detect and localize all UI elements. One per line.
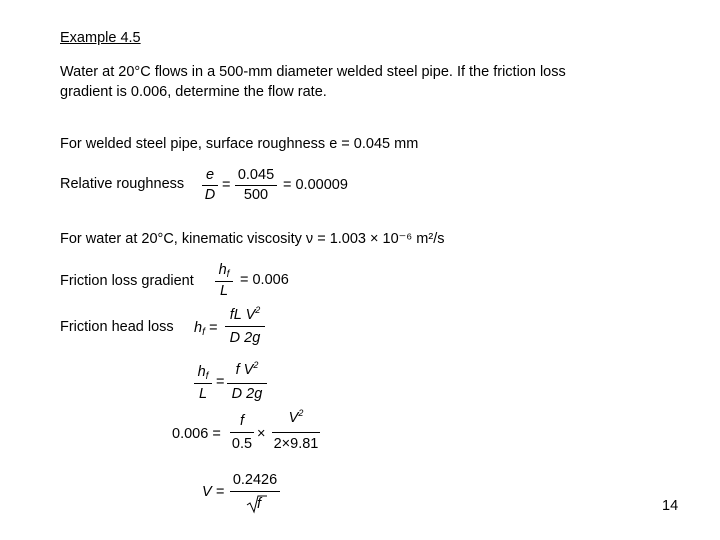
grad-result: = 0.006	[240, 272, 289, 288]
hl-den: D 2g	[229, 330, 261, 346]
eq5-den: f	[257, 496, 262, 512]
eq3-num-r: f $V^2$	[235, 360, 259, 378]
eq3-bar-l	[194, 383, 212, 384]
example-title: Example 4.5	[60, 30, 141, 46]
eq4-num-a: f	[239, 413, 245, 429]
rel-bar-1	[202, 185, 218, 186]
eq4-lhs: 0.006 =	[172, 426, 221, 442]
eq3-den-r: D 2g	[231, 386, 263, 402]
eq4-times: ×	[257, 426, 266, 442]
rel-den-mid: 500	[243, 187, 269, 203]
friction-gradient-label: Friction loss gradient	[60, 273, 194, 289]
grad-num: $h_f$	[218, 262, 230, 280]
eq5-lhs: V =	[202, 484, 225, 500]
friction-headloss-label: Friction head loss	[60, 319, 174, 335]
problem-line-2: gradient is 0.006, determine the flow rate.	[60, 84, 327, 100]
eq3-bar-r	[227, 383, 267, 384]
eq3-den-l: L	[198, 386, 208, 402]
eq4-num-b: $V^2$	[288, 408, 304, 426]
hl-num: fL $V^2$	[229, 305, 261, 323]
hl-lhs: $h_f$ =	[194, 320, 218, 338]
eq4-den-b: 2×9.81	[273, 436, 319, 452]
grad-den: L	[219, 283, 229, 299]
rel-den-d: D	[204, 187, 216, 203]
page-number: 14	[662, 498, 679, 514]
eq3-equals: =	[216, 374, 225, 390]
eq5-num: 0.2426	[232, 472, 278, 488]
rel-result: = 0.00009	[283, 177, 348, 193]
eq4-bar-a	[230, 432, 254, 433]
rel-num-e: e	[205, 167, 215, 183]
roughness-line: For welded steel pipe, surface roughness e = 0.045 mm	[60, 136, 419, 152]
problem-line-1: Water at 20°C flows in a 500-mm diameter welded steel pipe. If the friction loss	[60, 64, 566, 80]
eq3-num-l: $h_f$	[197, 364, 209, 382]
rel-equals: =	[222, 177, 231, 193]
eq4-bar-b	[272, 432, 320, 433]
rel-bar-2	[235, 185, 277, 186]
viscosity-line: For water at 20°C, kinematic viscosity ν = 1.003 × 10⁻⁶ m²/s	[60, 231, 445, 247]
hl-bar	[225, 326, 265, 327]
eq5-bar	[230, 491, 280, 492]
rel-num-mid: 0.045	[237, 167, 275, 183]
eq4-den-a: 0.5	[231, 436, 253, 452]
relative-roughness-label: Relative roughness	[60, 176, 185, 192]
grad-bar	[215, 281, 233, 282]
